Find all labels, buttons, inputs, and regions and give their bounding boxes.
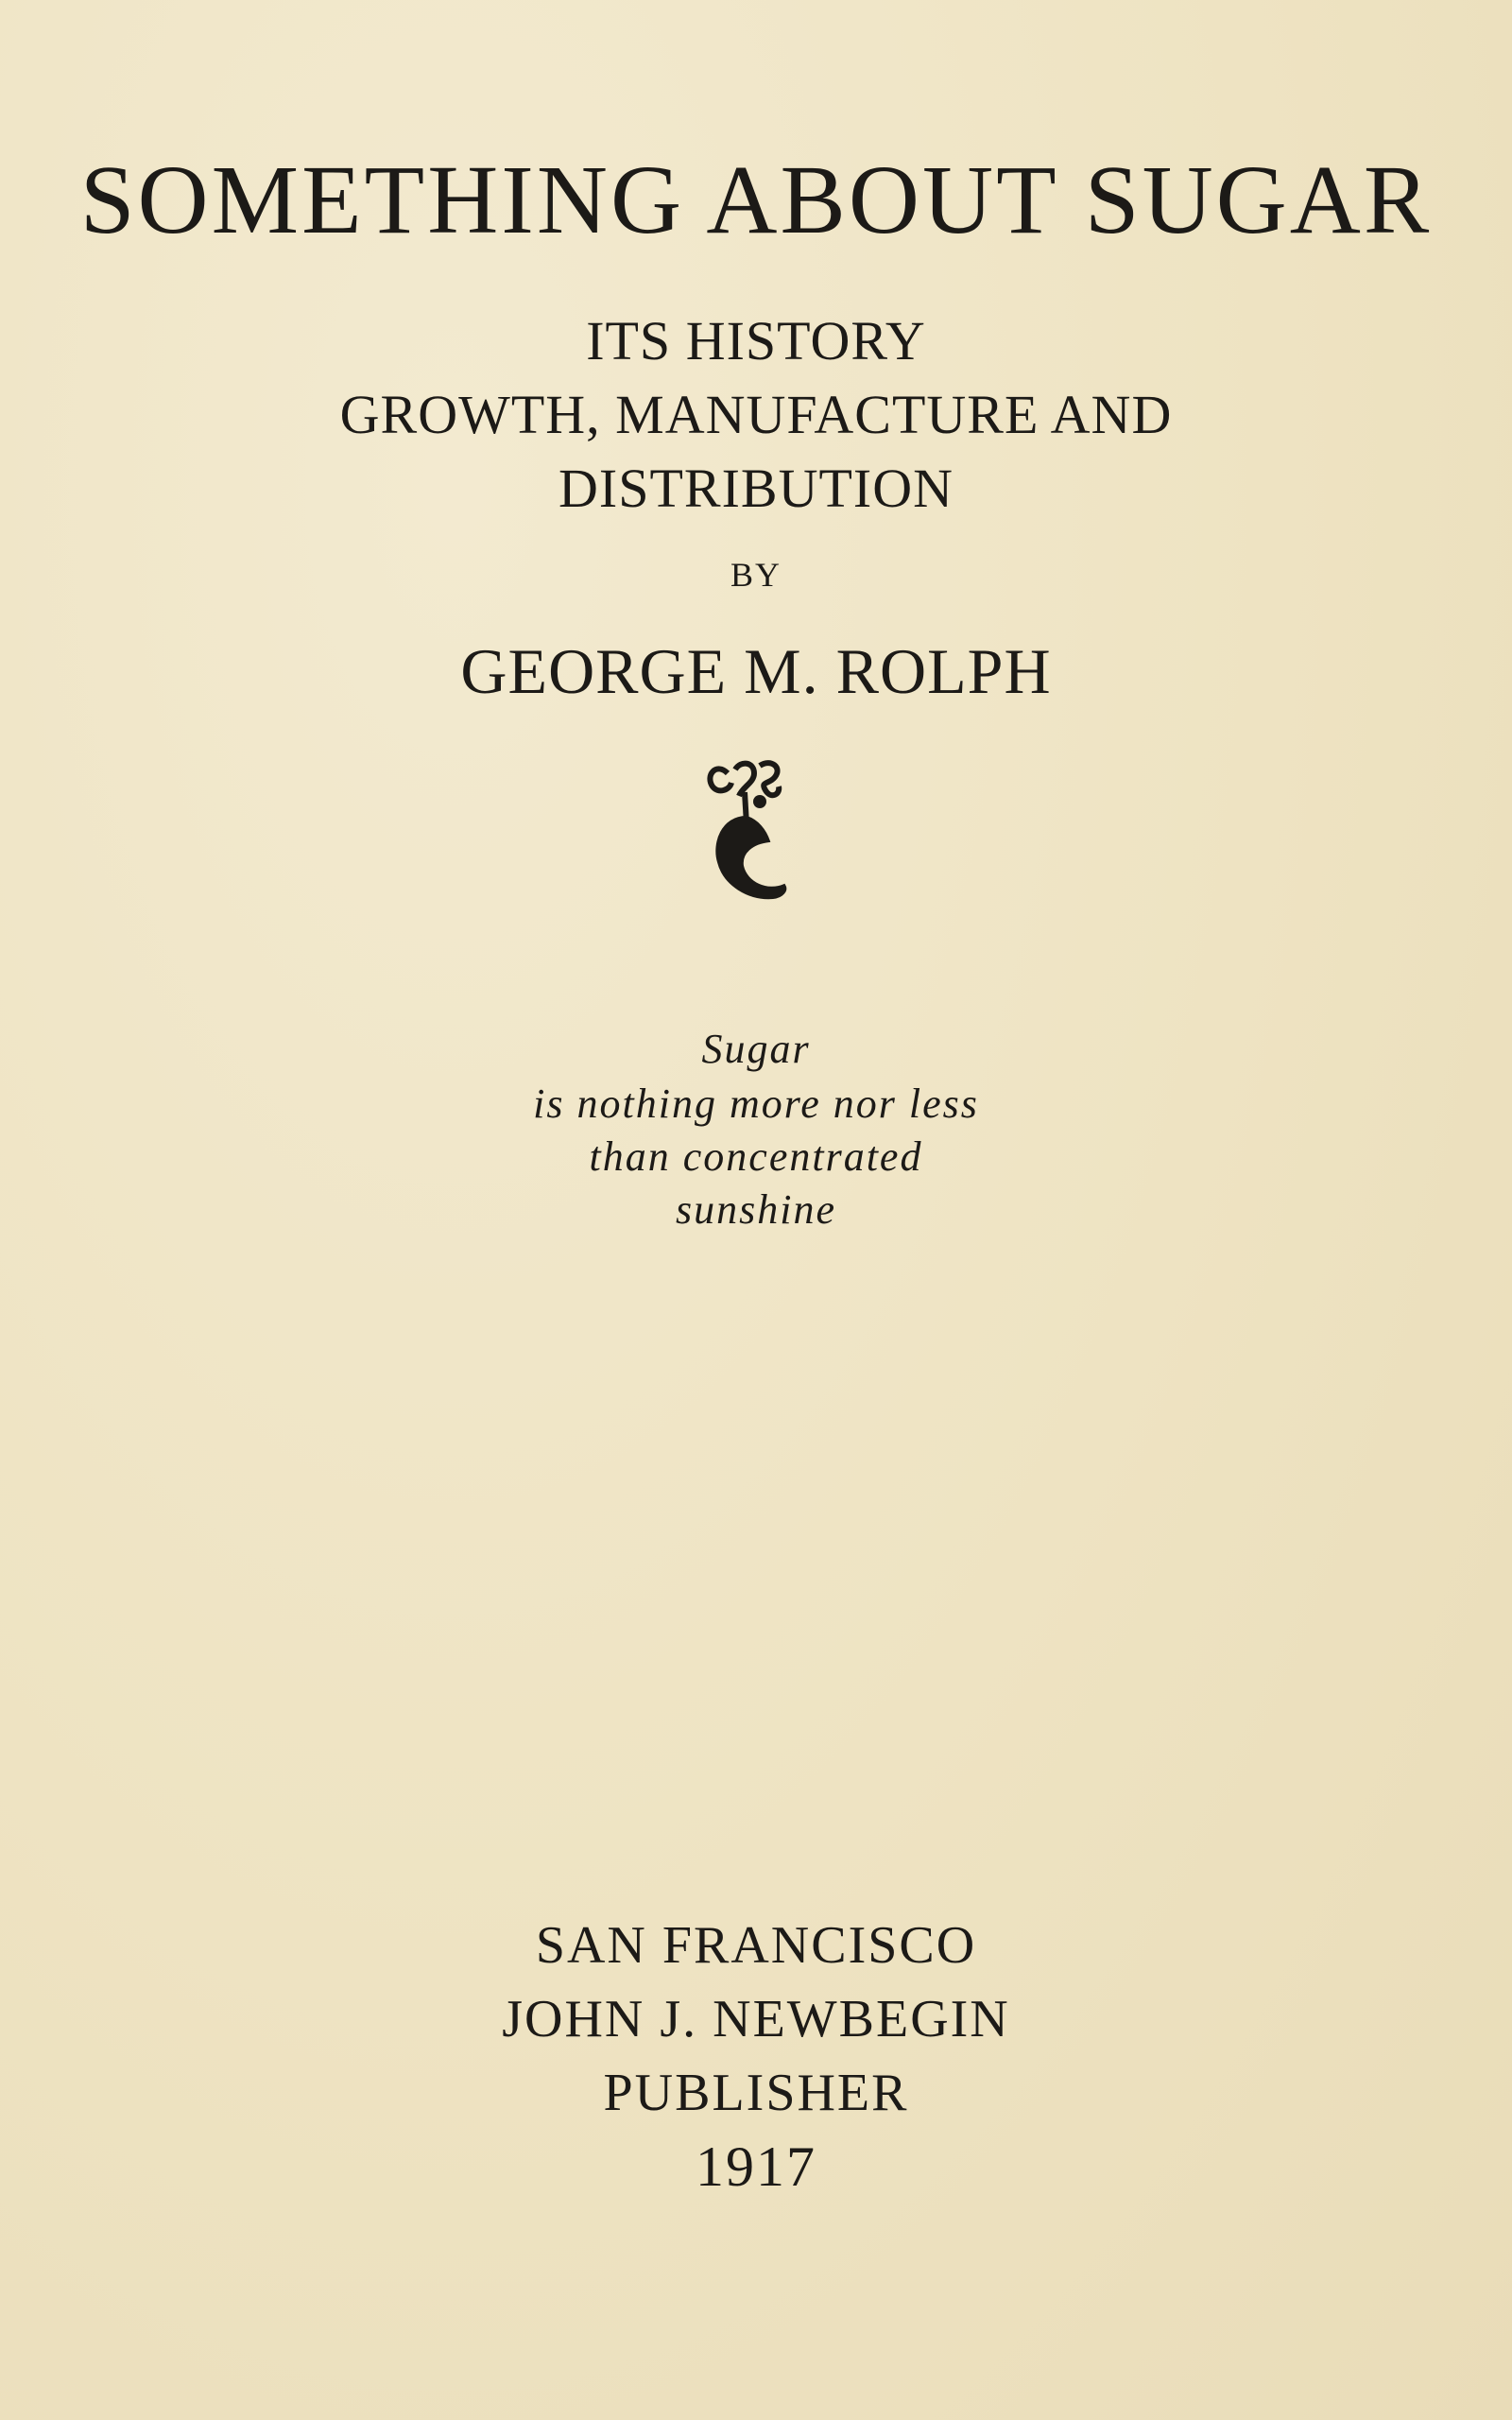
subtitle-line-1: ITS HISTORY [586,310,926,372]
imprint-year: 1917 [696,2135,816,2198]
motto-line-3: than concentrated [589,1133,923,1180]
author-name: GEORGE M. ROLPH [460,635,1052,707]
subtitle-line-2: GROWTH, MANUFACTURE AND [339,384,1173,445]
printers-flourish-ornament-icon [699,754,794,915]
motto-line-4: sunshine [676,1186,836,1233]
subtitle-line-3: DISTRIBUTION [558,458,954,519]
imprint-publisher-label: PUBLISHER [603,2064,909,2122]
motto-line-2: is nothing more nor less [533,1080,979,1127]
imprint-publisher-name: JOHN J. NEWBEGIN [502,1990,1010,2048]
book-title: SOMETHING ABOUT SUGAR [79,146,1433,254]
motto-line-1: Sugar [701,1026,811,1072]
by-label: BY [730,556,782,594]
imprint-city: SAN FRANCISCO [535,1916,977,1975]
